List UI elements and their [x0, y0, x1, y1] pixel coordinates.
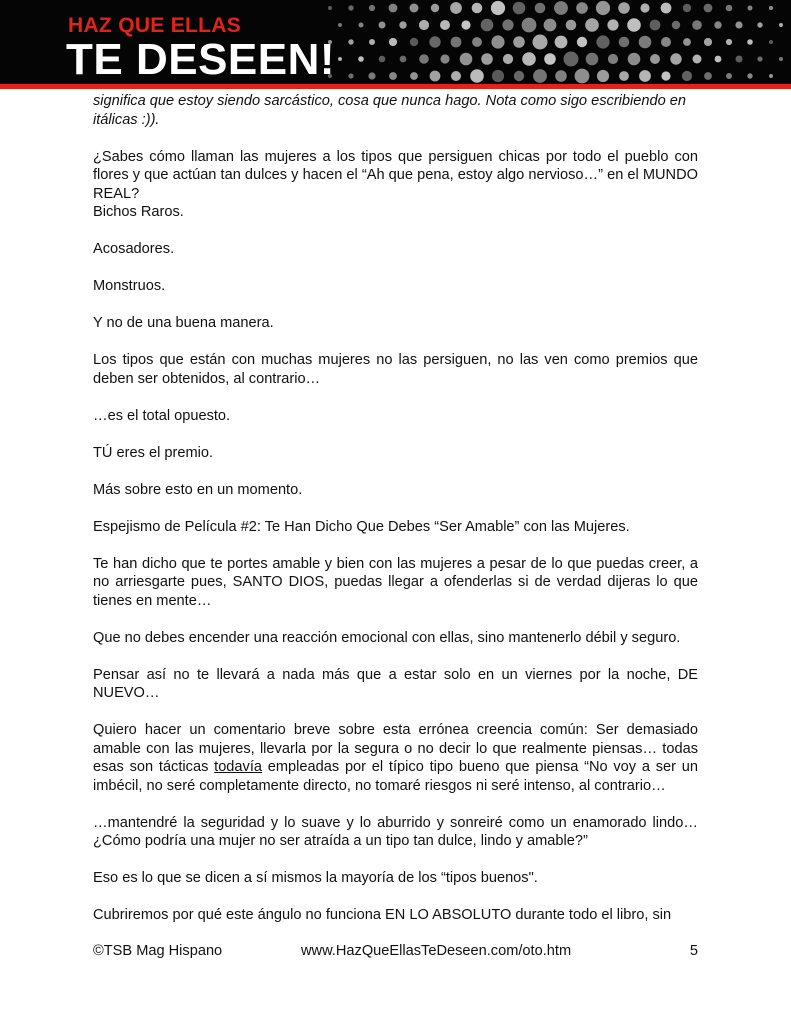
decorative-dot [555, 36, 568, 49]
decorative-dot [554, 1, 568, 15]
decorative-dot [596, 35, 609, 48]
decorative-dot [608, 54, 618, 64]
decorative-dot [410, 38, 418, 46]
paragraph-text: Quiero hacer un comentario breve sobre esta errónea creencia común: Ser demasiado amable con las mujeres, llevarla por la segura o no decir lo que realmente piensas… todas esas son tácticas [93, 722, 698, 775]
decorative-dot [619, 71, 629, 81]
decorative-dot [503, 54, 513, 64]
brand-title-main: TE DESEEN! [66, 35, 336, 84]
decorative-dot [757, 56, 762, 61]
decorative-dot [577, 37, 587, 47]
decorative-dot [440, 20, 450, 30]
section-heading: Espejismo de Película #2: Te Han Dicho Que Debes “Ser Amable” con las Mujeres. [93, 518, 630, 535]
decorative-dot [410, 4, 419, 13]
paragraph: …es el total opuesto. [93, 407, 231, 424]
decorative-dot [661, 3, 672, 14]
paragraph-text: empleadas por el típico tipo bueno que piensa “No voy a ser un imbécil, no seré completamente directo, no tomaré riesgos ni seré intenso, al contrario… [93, 759, 699, 794]
paragraph: …mantendré la seguridad y lo suave y lo aburrido y sonreiré como un enamorado lindo… ¿Cómo podría una mujer no ser atraída a un tipo tan dulce, lindo y amable?” [93, 814, 698, 849]
decorative-dot [672, 21, 680, 29]
decorative-dot [450, 2, 462, 14]
paragraph: ¿Sabes cómo llaman las mujeres a los tipos que persiguen chicas por todo el pueblo con flores y que actúan tan dulces y hacen el “Ah que pena, estoy algo nervioso…” en el MUNDO REAL? [93, 148, 698, 202]
decorative-dot [639, 36, 652, 49]
decorative-dot [522, 18, 537, 33]
paragraph: Monstruos. [93, 278, 166, 294]
decorative-dot [779, 57, 783, 61]
paragraph: Que no debes encender una reacción emocional con ellas, sino mantenerlo débil y seguro. [93, 629, 681, 646]
underlined-word: todavía [214, 759, 263, 775]
decorative-dot [639, 70, 651, 82]
paragraph: Los tipos que están con muchas mujeres no las persiguen, no las ven como premios que deben ser obtenidos, al contrario… [93, 352, 698, 387]
paragraph: Te han dicho que te portes amable y bien con las mujeres a pesar de lo que puedas creer, a no arriesgarte pues, SANTO DIOS, puedas llegar a ofenderlas si de verdad dijeras lo que tienes en mente… [93, 555, 698, 609]
page-header [0, 0, 791, 84]
decorative-dot [757, 22, 762, 27]
page-body [93, 92, 698, 925]
paragraph: Cubriremos por qué este ángulo no funciona EN LO ABSOLUTO durante todo el libro, sin [93, 907, 672, 923]
decorative-dot [369, 5, 375, 11]
decorative-dot [650, 20, 661, 31]
decorative-dot [472, 37, 482, 47]
brand-title-top: HAZ QUE ELLAS [68, 14, 242, 37]
decorative-dot [379, 56, 386, 63]
decorative-dot [348, 5, 353, 10]
paragraph: Acosadores. [93, 241, 175, 257]
decorative-dot [359, 23, 364, 28]
decorative-dot [451, 71, 461, 81]
decorative-dot [683, 4, 691, 12]
decorative-dot [491, 35, 504, 48]
decorative-dot [522, 52, 536, 66]
decorative-dot [747, 73, 752, 78]
decorative-dot [704, 38, 712, 46]
decorative-dot [461, 20, 470, 29]
decorative-dot [389, 38, 397, 46]
decorative-dot [726, 5, 733, 12]
decorative-dot [555, 70, 567, 82]
paragraph: Pensar así no te llevará a nada más que a estar solo en un viernes por la noche, DE NUEVO… [93, 666, 698, 701]
decorative-dot [779, 23, 783, 27]
decorative-dot [338, 23, 342, 27]
decorative-dot [726, 73, 732, 79]
decorative-dot [661, 37, 671, 47]
decorative-dot [544, 19, 557, 32]
decorative-dot [535, 3, 546, 14]
decorative-dot [682, 71, 692, 81]
decorative-dot [472, 3, 483, 14]
decorative-dot [481, 19, 494, 32]
decorative-dot [628, 53, 641, 66]
paragraph [93, 721, 698, 795]
decorative-dot [692, 20, 702, 30]
decorative-dot [585, 18, 599, 32]
decorative-dot [389, 4, 398, 13]
decorative-dot [704, 72, 712, 80]
decorative-dot [440, 54, 449, 63]
decorative-dot [481, 53, 493, 65]
decorative-dot [693, 55, 702, 64]
decorative-dot [726, 39, 732, 45]
decorative-dot [419, 54, 429, 64]
decorative-dot [533, 35, 548, 50]
decorative-dot [431, 4, 439, 12]
decorative-dot [607, 19, 618, 30]
decorative-dot [715, 56, 722, 63]
decorative-dot [575, 69, 590, 84]
decorative-dot [513, 36, 525, 48]
decorative-dot [747, 39, 753, 45]
decorative-dot [596, 1, 610, 15]
decorative-dot [410, 72, 418, 80]
paragraph: significa que estoy siendo sarcástico, cosa que nunca hago. Nota como sigo escribiendo en itálicas :)). [93, 93, 687, 128]
decorative-dot [348, 73, 353, 78]
decorative-dot [769, 40, 773, 44]
decorative-dot [379, 22, 386, 29]
decorative-dot [513, 2, 526, 15]
decorative-dot [368, 72, 375, 79]
decorative-dot [586, 53, 599, 66]
paragraph: Bichos Raros. [93, 204, 184, 220]
decorative-dot [389, 72, 397, 80]
decorative-dot [400, 56, 407, 63]
decorative-dot [492, 70, 504, 82]
decorative-dot [650, 54, 660, 64]
decorative-dot [430, 71, 441, 82]
paragraph: TÚ eres el premio. [93, 444, 214, 461]
decorative-dot [670, 53, 681, 64]
decorative-dot [661, 71, 670, 80]
decorative-dot [470, 69, 484, 83]
decorative-dot [533, 69, 547, 83]
paragraph: Más sobre esto en un momento. [93, 481, 303, 498]
footer-copyright: ©TSB Mag Hispano [93, 943, 223, 959]
decorative-dot [769, 74, 773, 78]
decorative-dot [576, 2, 588, 14]
decorative-dot [358, 56, 364, 62]
decorative-dot [348, 39, 353, 44]
decorative-dot [399, 21, 406, 28]
decorative-dot [328, 6, 332, 10]
decorative-dot [419, 20, 429, 30]
decorative-dot [597, 70, 609, 82]
footer-url: www.HazQueEllasTeDeseen.com/oto.htm [301, 943, 572, 959]
decorative-dot [619, 37, 630, 48]
header-accent-bar [0, 84, 791, 89]
decorative-dot [338, 57, 342, 61]
paragraph: Eso es lo que se dicen a sí mismos la mayoría de los “tipos buenos". [93, 870, 538, 886]
decorative-dot [627, 18, 641, 32]
decorative-dot [736, 56, 743, 63]
decorative-dot [451, 37, 462, 48]
decorative-dot [566, 20, 577, 31]
decorative-dot [491, 1, 505, 15]
decorative-dot [769, 6, 773, 10]
decorative-dot [748, 6, 753, 11]
decorative-dot [618, 2, 630, 14]
decorative-dot [640, 3, 649, 12]
decorative-dot [735, 21, 742, 28]
decorative-dot [460, 53, 473, 66]
decorative-dot [704, 4, 713, 13]
decorative-dot [502, 19, 513, 30]
decorative-dot [369, 39, 375, 45]
page-footer [93, 940, 698, 962]
decorative-dot [429, 36, 440, 47]
decorative-dot [564, 52, 579, 67]
paragraph: Y no de una buena manera. [93, 315, 274, 331]
decorative-dot [514, 71, 524, 81]
page-number: 5 [689, 943, 698, 959]
decorative-dot [544, 53, 556, 65]
decorative-dot [683, 38, 691, 46]
decorative-dot [714, 21, 721, 28]
